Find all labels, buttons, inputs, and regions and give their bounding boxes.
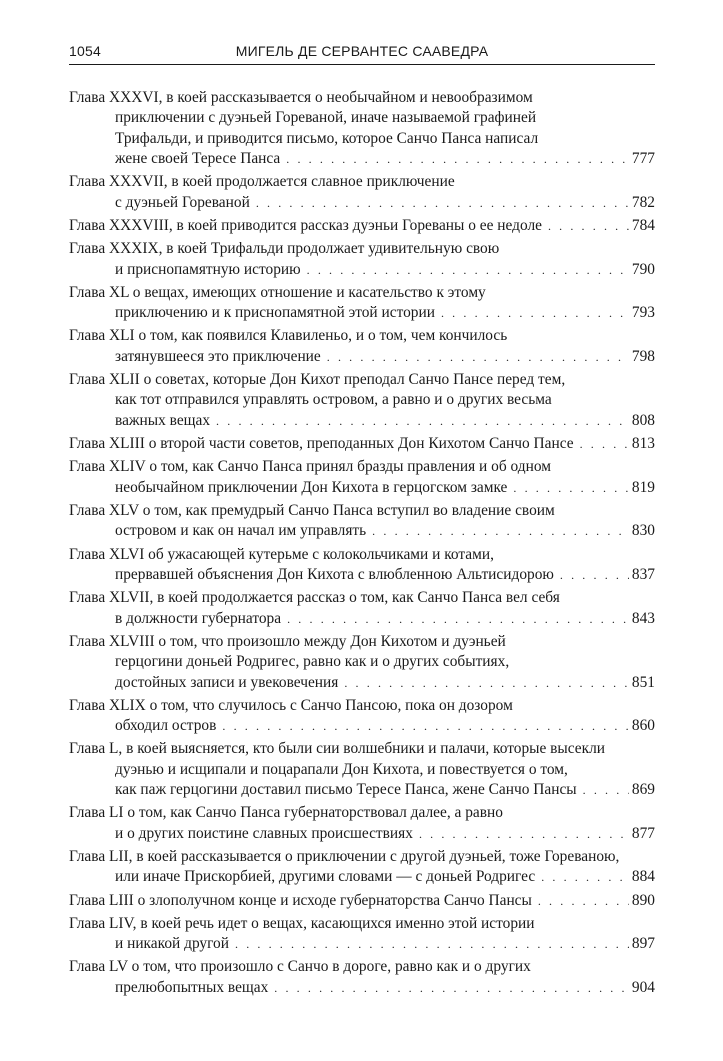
dot-leader (256, 193, 629, 213)
toc-entry-last-line (69, 411, 655, 431)
toc-entry-line: Глава LII, в коей рассказывается о приключении с другой дуэньей, тоже Гореваною, (69, 847, 620, 865)
toc-entry-last-line (69, 780, 655, 800)
toc-entry-line: с дуэньей Гореваной (115, 193, 250, 211)
toc-page-number: 793 (631, 304, 655, 322)
toc-page-number: 837 (631, 565, 655, 583)
toc-page-number: 808 (631, 411, 655, 429)
toc-entry (69, 326, 655, 367)
toc-entry-line: в должности губернатора (115, 609, 282, 627)
toc-page-number: 790 (631, 260, 655, 278)
toc-page-number: 877 (631, 824, 655, 842)
toc-entry-line: как тот отправился управлять островом, а равно и о других весьма (115, 391, 552, 409)
toc-entry-line: Глава XLIV о том, как Санчо Панса принял бразды правления и об одном (69, 458, 551, 476)
toc-entry-line: и о других поистине славных происшествиях (115, 824, 413, 842)
dot-leader (344, 673, 629, 693)
toc-entry-line: приключению и к приснопамятной этой истории (115, 304, 435, 322)
toc-entry-line: Глава LIII о злополучном конце и исходе губернаторства Санчо Пансы (69, 891, 532, 909)
toc-page-number: 782 (631, 193, 655, 211)
dot-leader (560, 565, 629, 585)
toc-entry (69, 434, 655, 454)
toc-entry-line: Глава LV о том, что произошло с Санчо в дороге, равно как и о других (69, 958, 531, 976)
toc-entry (69, 847, 655, 888)
toc-entry-line: Глава XLV о том, как премудрый Санчо Панса вступил во владение своим (69, 501, 555, 519)
toc-entry (69, 239, 655, 280)
toc-entry-line: Глава XLI о том, как появился Клавиленьо, и о том, чем кончилось (69, 327, 508, 345)
toc-entry (69, 172, 655, 213)
toc-entry-last-line (69, 565, 655, 585)
toc-entry-line: Глава XLVIII о том, что произошло между Дон Кихотом и дуэньей (69, 632, 506, 650)
dot-leader (307, 260, 629, 280)
toc-entry-line: как паж герцогини доставил письмо Тересе Панса, жене Санчо Пансы (115, 781, 577, 799)
toc-entry-last-line (69, 434, 655, 454)
toc-entry-last-line (69, 824, 655, 844)
toc-page-number: 784 (631, 217, 655, 235)
toc-entry-line: и приснопамятную историю (115, 260, 301, 278)
toc-entry-last-line (69, 934, 655, 954)
dot-leader (538, 891, 629, 911)
toc-entry-line: Глава XLVI об ужасающей кутерьме с колокольчиками и котами, (69, 545, 494, 563)
toc-entry (69, 957, 655, 998)
toc-entry-line: Глава XL о вещах, имеющих отношение и касательство к этому (69, 283, 486, 301)
dot-leader (327, 347, 629, 367)
toc-page-number: 777 (631, 150, 655, 168)
toc-entry-line: герцогини доньей Родригес, равно как и о других событиях, (115, 653, 510, 671)
toc-page-number: 897 (631, 935, 655, 953)
dot-leader (419, 824, 629, 844)
toc-page-number: 819 (631, 478, 655, 496)
toc-entry-line: достойных записи и увековечения (115, 673, 339, 691)
toc-entry-line: прервавшей объяснения Дон Кихота с влюбленною Альтисидорою (115, 565, 554, 583)
dot-leader (513, 478, 629, 498)
toc-entry-line: затянувшееся это приключение (115, 347, 321, 365)
toc-entry-last-line (69, 303, 655, 323)
toc-page-number: 860 (631, 717, 655, 735)
toc-entry-line: Глава XXXVII, в коей продолжается славное приключение (69, 173, 455, 191)
toc-page-number: 890 (631, 891, 655, 909)
toc-page-number: 843 (631, 609, 655, 627)
dot-leader (583, 780, 629, 800)
dot-leader (372, 521, 629, 541)
toc-entry-line: дуэнью и исщипали и поцарапали Дон Кихота, и повествуется о том, (115, 760, 568, 778)
dot-leader (286, 149, 629, 169)
table-of-contents (69, 88, 655, 1001)
toc-entry-last-line (69, 149, 655, 169)
toc-entry-line: Глава XLIII о второй части советов, преподанных Дон Кихотом Санчо Пансе (69, 435, 574, 453)
toc-entry-line: Глава XLVII, в коей продолжается рассказ о том, как Санчо Панса вел себя (69, 589, 560, 607)
toc-entry-last-line (69, 347, 655, 367)
toc-entry-last-line (69, 521, 655, 541)
toc-entry (69, 891, 655, 911)
dot-leader (541, 867, 629, 887)
toc-entry (69, 914, 655, 955)
toc-entry (69, 739, 655, 800)
toc-page-number: 798 (631, 347, 655, 365)
toc-entry (69, 632, 655, 693)
toc-entry-line: или иначе Прискорбией, другими словами — с доньей Родригес (115, 868, 536, 886)
toc-page-number: 813 (631, 435, 655, 453)
toc-entry-last-line (69, 216, 655, 236)
dot-leader (441, 303, 629, 323)
running-header (69, 43, 655, 65)
toc-entry-last-line (69, 867, 655, 887)
dot-leader (274, 978, 629, 998)
dot-leader (287, 609, 629, 629)
toc-entry (69, 696, 655, 737)
toc-page-number: 884 (631, 868, 655, 886)
toc-entry-line: важных вещах (115, 411, 211, 429)
toc-entry (69, 545, 655, 586)
toc-entry-line: Глава LIV, в коей речь идет о вещах, касающихся именно этой истории (69, 914, 535, 932)
toc-entry-line: Глава LI о том, как Санчо Панса губернаторствовал далее, а равно (69, 804, 503, 822)
toc-entry-last-line (69, 609, 655, 629)
toc-entry-last-line (69, 891, 655, 911)
toc-entry-line: Глава L, в коей выясняется, кто были сии волшебники и палачи, которые высекли (69, 740, 606, 758)
toc-entry-last-line (69, 978, 655, 998)
running-title: МИГЕЛЬ ДЕ СЕРВАНТЕС СААВЕДРА (235, 43, 489, 59)
toc-entry-line: Глава XLIX о том, что случилось с Санчо Пансою, пока он дозором (69, 696, 513, 714)
toc-entry-last-line (69, 260, 655, 280)
toc-entry-line: островом и как он начал им управлять (115, 522, 367, 540)
toc-entry-last-line (69, 673, 655, 693)
toc-entry (69, 88, 655, 170)
toc-entry (69, 588, 655, 629)
toc-entry-line: прелюбопытных вещах (115, 978, 269, 996)
toc-entry-line: Глава XLII о советах, которые Дон Кихот преподал Санчо Пансе перед тем, (69, 371, 566, 389)
toc-entry-last-line (69, 193, 655, 213)
dot-leader (580, 434, 629, 454)
page-number: 1054 (69, 43, 101, 59)
toc-entry (69, 501, 655, 542)
dot-leader (216, 411, 629, 431)
dot-leader (235, 934, 629, 954)
toc-entry (69, 457, 655, 498)
dot-leader (222, 716, 629, 736)
toc-entry-last-line (69, 716, 655, 736)
header-rule (69, 64, 655, 65)
toc-page-number: 869 (631, 781, 655, 799)
toc-entry (69, 803, 655, 844)
toc-entry-line: жене своей Тересе Панса (115, 150, 281, 168)
toc-entry-line: и никакой другой (115, 935, 229, 953)
toc-entry-line: Трифальди, и приводится письмо, которое Санчо Панса написал (115, 129, 539, 147)
toc-entry-line: Глава XXXIX, в коей Трифальди продолжает удивительную свою (69, 240, 500, 258)
toc-entry-line: Глава XXXVI, в коей рассказывается о необычайном и невообразимом (69, 89, 533, 106)
toc-entry (69, 283, 655, 324)
toc-entry-line: Глава XXXVIII, в коей приводится рассказ дуэньи Гореваны о ее недоле (69, 217, 542, 235)
toc-entry-line: приключении с дуэньей Гореваной, иначе называемой графиней (115, 109, 537, 127)
toc-page-number: 851 (631, 673, 655, 691)
toc-page-number: 904 (631, 978, 655, 996)
toc-entry-line: обходил остров (115, 717, 217, 735)
toc-entry (69, 370, 655, 431)
toc-entry-line: необычайном приключении Дон Кихота в герцогском замке (115, 478, 508, 496)
toc-page-number: 830 (631, 522, 655, 540)
toc-entry-last-line (69, 478, 655, 498)
dot-leader (548, 216, 629, 236)
toc-entry (69, 216, 655, 236)
